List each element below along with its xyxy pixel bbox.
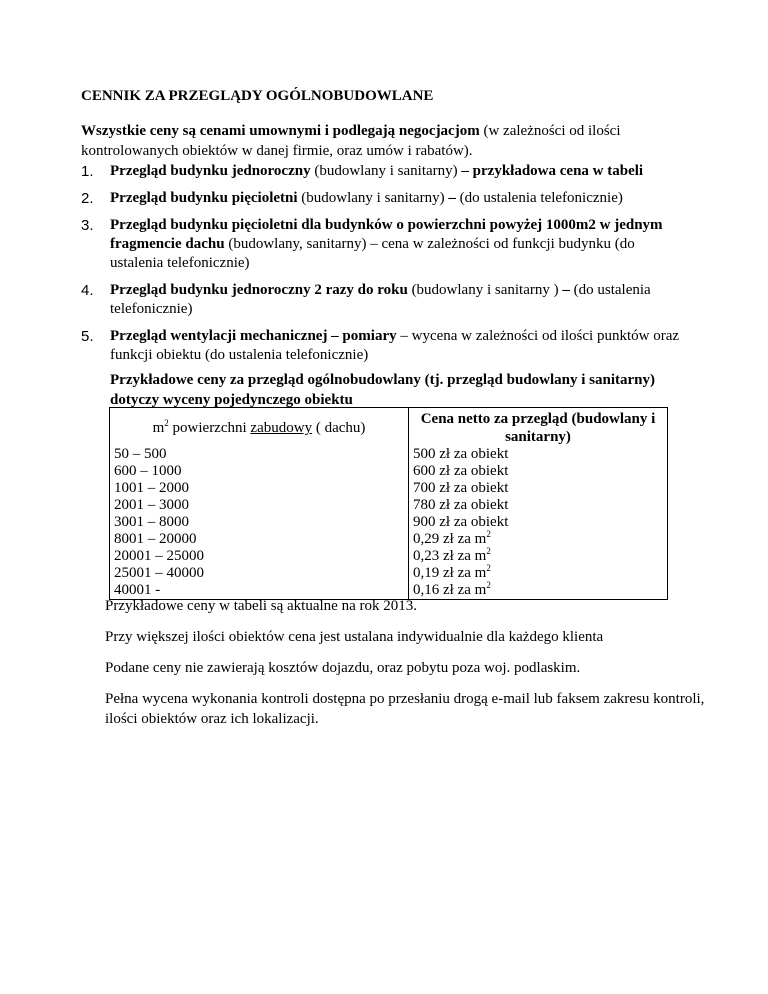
header-area-post: ( dachu) bbox=[312, 420, 366, 436]
table-row bbox=[110, 514, 668, 531]
table-row bbox=[110, 548, 668, 565]
list-item-bold: Przegląd budynku jednoroczny 2 razy do roku bbox=[110, 282, 408, 298]
header-area-underlined: zabudowy bbox=[250, 420, 313, 436]
list-item bbox=[81, 327, 691, 365]
cell-range: 3001 – 8000 bbox=[110, 514, 409, 531]
list-item-normal: (budowlany i sanitarny ) bbox=[407, 282, 563, 298]
list-item-number: 3. bbox=[81, 217, 94, 234]
cell-price: 0,16 zł za $m^2$ bbox=[409, 582, 668, 600]
list-item-tail: (do ustalenia telefonicznie) bbox=[110, 282, 651, 317]
list-item-number: 5. bbox=[81, 328, 94, 345]
cell-price: 0,19 zł za $m^2$ bbox=[409, 565, 668, 582]
list-item-number: 4. bbox=[81, 282, 94, 299]
intro-rest: (w zależności od ilości kontrolowanych obiektów w danej firmie, oraz umów i rabatów). bbox=[81, 123, 621, 159]
note-paragraph: Przykładowe ceny w tabeli są aktualne na rok 2013. bbox=[105, 598, 417, 614]
cell-range: 600 – 1000 bbox=[110, 463, 409, 480]
list-item-bold: Przegląd wentylacji mechanicznej – pomiary bbox=[110, 328, 397, 344]
table-row bbox=[110, 531, 668, 548]
notes-section bbox=[105, 596, 725, 740]
note-paragraph: Przy większej ilości obiektów cena jest ustalana indywidualnie dla każdego klienta bbox=[105, 629, 604, 645]
list-item bbox=[81, 216, 691, 273]
list-item bbox=[81, 281, 691, 319]
list-item-bold: Przegląd budynku pięcioletni bbox=[110, 190, 298, 206]
cell-price: 900 zł za obiekt bbox=[409, 514, 668, 531]
document-title: CENNIK ZA PRZEGLĄDY OGÓLNOBUDOWLANE bbox=[81, 88, 434, 104]
note-paragraph: Podane ceny nie zawierają kosztów dojazdu, oraz pobytu poza woj. podlaskim. bbox=[105, 660, 581, 676]
table-row bbox=[110, 446, 668, 463]
table-row bbox=[110, 497, 668, 514]
list-item-bold: Przegląd budynku jednoroczny bbox=[110, 163, 311, 179]
cell-price: 500 zł za obiekt bbox=[409, 446, 668, 463]
cell-price: 700 zł za obiekt bbox=[409, 480, 668, 497]
table-row bbox=[110, 565, 668, 582]
table-header-row bbox=[110, 408, 668, 447]
list-item-normal: (budowlany i sanitarny) bbox=[310, 163, 462, 179]
cell-range: 1001 – 2000 bbox=[110, 480, 409, 497]
table-row bbox=[110, 463, 668, 480]
table-row bbox=[110, 480, 668, 497]
header-area-pre: powierzchni bbox=[168, 420, 251, 436]
cell-range: 25001 – 40000 bbox=[110, 565, 409, 582]
list-item-tail: (do ustalenia telefonicznie) bbox=[455, 190, 623, 206]
list-item-tail-bold: – przykładowa cena w tabeli bbox=[461, 163, 644, 179]
cell-price: 0,23 zł za $m^2$ bbox=[409, 548, 668, 565]
list-item-normal: (budowlany i sanitarny) bbox=[297, 190, 449, 206]
list-item-bold: Przegląd budynku pięcioletni dla budynków o powierzchni powyżej 1000m2 w jednym fragmencie dachu bbox=[110, 217, 663, 252]
cell-range: 20001 – 25000 bbox=[110, 548, 409, 565]
header-price: Cena netto za przegląd (budowlany i sanitarny) bbox=[409, 408, 668, 447]
cell-range: 50 – 500 bbox=[110, 446, 409, 463]
list-item-number: 2. bbox=[81, 190, 94, 207]
note-paragraph: Pełna wycena wykonania kontroli dostępna po przesłaniu drogą e-mail lub faksem zakresu kontroli, ilości obiektów oraz ich lokalizacji. bbox=[105, 691, 705, 727]
list-item-number: 1. bbox=[81, 163, 94, 180]
cell-range: 40001 - bbox=[110, 582, 409, 600]
list-item-normal: – wycena w zależności od ilości punktów oraz funkcji obiektu (do ustalenia telefonicznie) bbox=[110, 328, 680, 363]
list-item bbox=[81, 162, 691, 181]
cell-range: 2001 – 3000 bbox=[110, 497, 409, 514]
service-list bbox=[81, 162, 691, 373]
intro-paragraph bbox=[81, 121, 681, 161]
list-item-normal: (budowlany, sanitarny) – cena w zależności od funkcji budynku (do ustalenia telefonicznie) bbox=[110, 236, 635, 271]
table-intro: Przykładowe ceny za przegląd ogólnobudowlany (tj. przegląd budowlany i sanitarny) dotyczy wyceny pojedynczego obiektu bbox=[110, 372, 656, 408]
cell-price: 600 zł za obiekt bbox=[409, 463, 668, 480]
cell-range: 8001 – 20000 bbox=[110, 531, 409, 548]
header-area-m: m bbox=[152, 420, 165, 436]
list-item bbox=[81, 189, 691, 208]
list-item-tail-bold: – bbox=[448, 190, 456, 206]
header-area-sup: 2 bbox=[164, 418, 169, 428]
price-table bbox=[109, 407, 668, 600]
list-item-tail-bold: – bbox=[562, 282, 570, 298]
cell-price: 0,29 zł za $m^2$ bbox=[409, 531, 668, 548]
header-area bbox=[110, 408, 409, 447]
intro-bold: Wszystkie ceny są cenami umownymi i podlegają negocjacjom bbox=[81, 123, 480, 139]
cell-price: 780 zł za obiekt bbox=[409, 497, 668, 514]
